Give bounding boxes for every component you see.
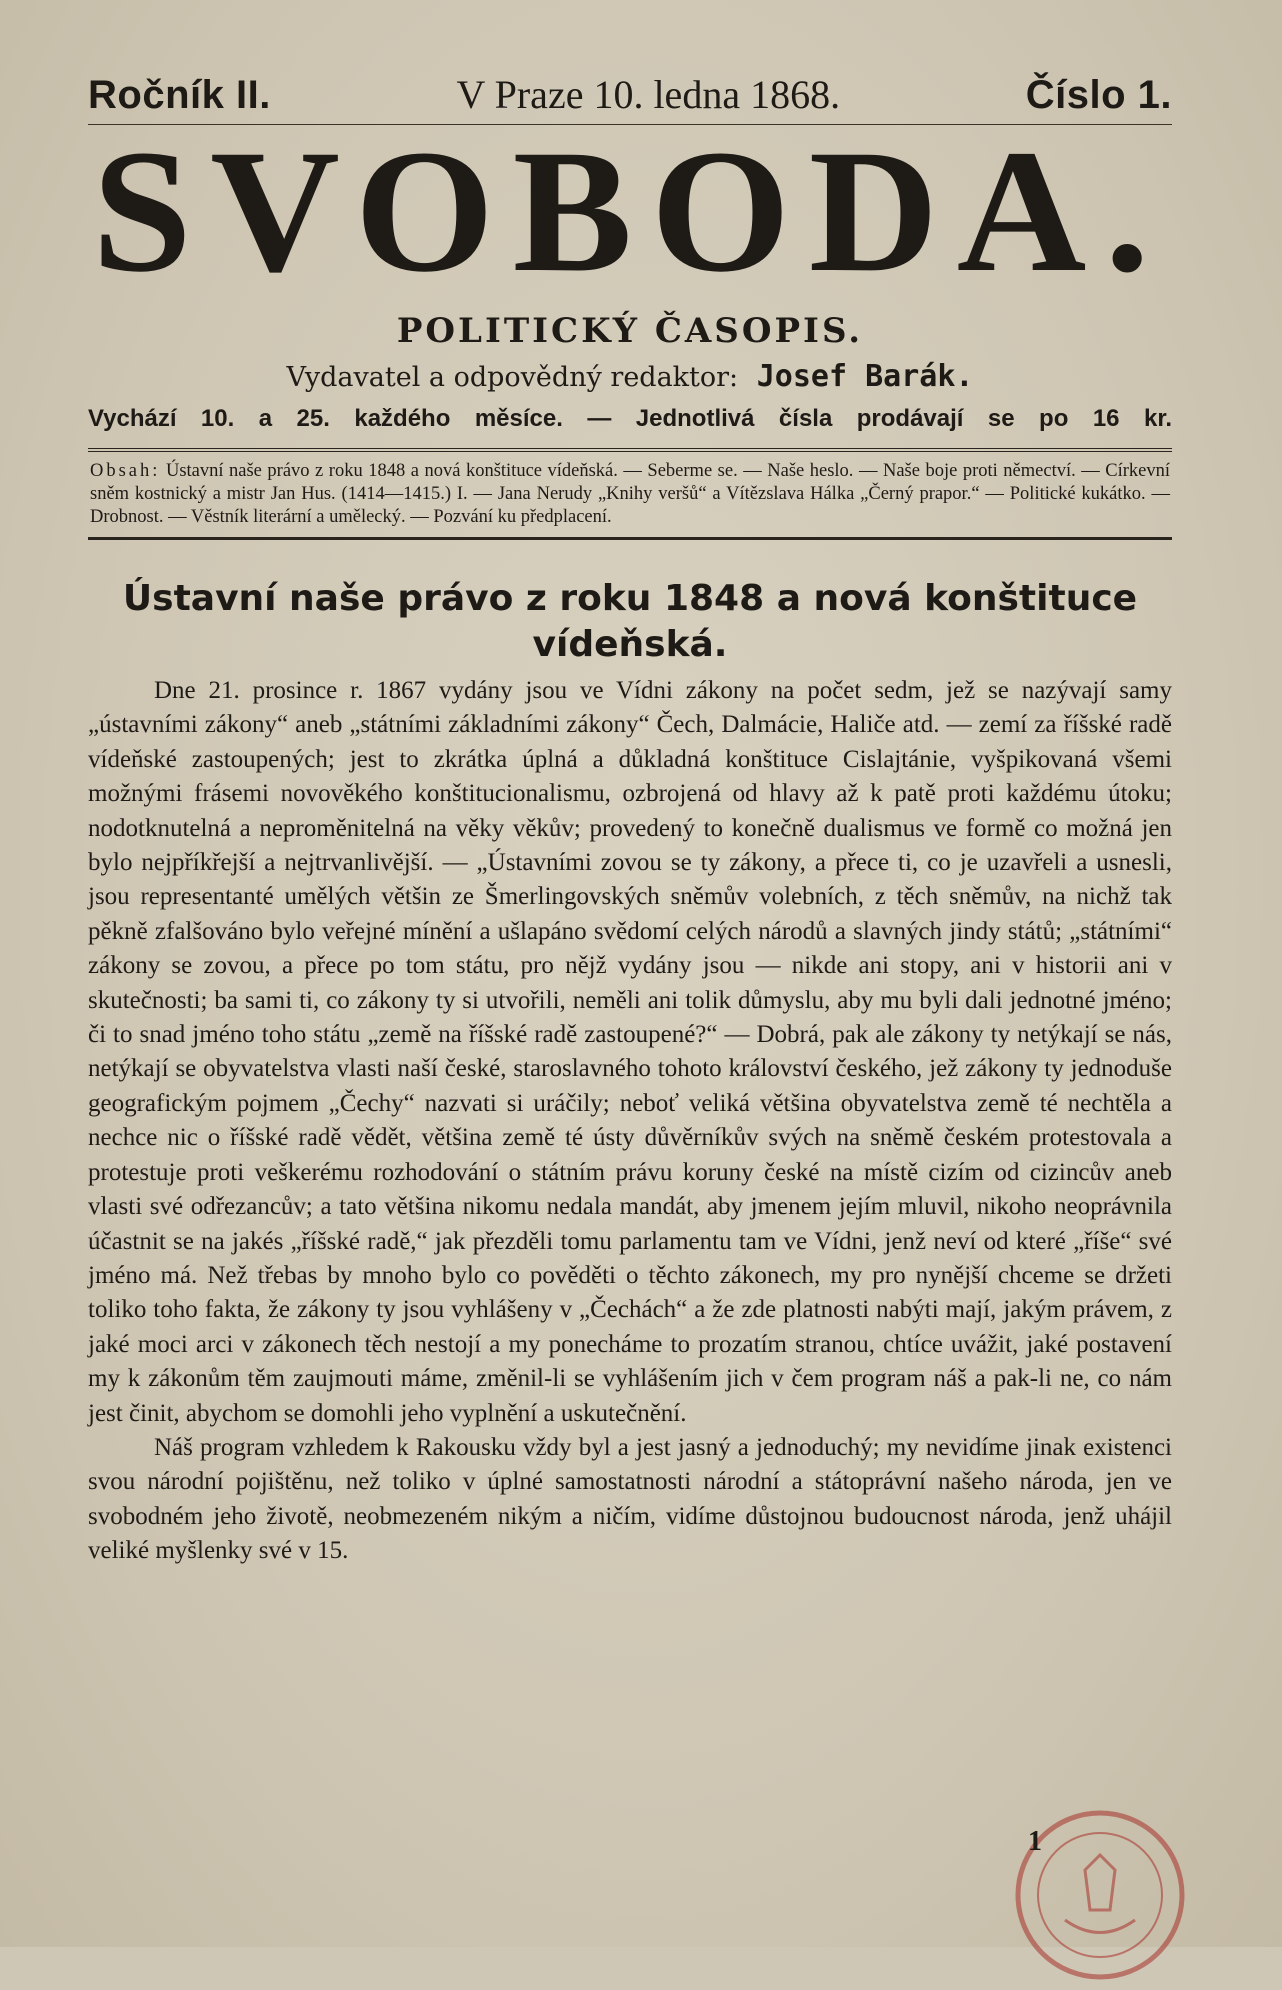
contents-top-rule bbox=[88, 448, 1172, 452]
editor-label: Vydavatel a odpovědný redaktor: bbox=[286, 362, 739, 393]
contents-bottom-rule bbox=[88, 537, 1172, 540]
masthead-title: SVOBODA. bbox=[92, 114, 1168, 309]
volume-number: Ročník II. bbox=[88, 73, 271, 117]
article-paragraph: Dne 21. prosince r. 1867 vydány jsou ve Vídni zákony na počet sedm, jež se nazývají samy „ústavními zákony“ aneb „státními základními zákony“ Čech, Dalmácie, Haliče atd. — zemí za říšské radě vídeňské zastoupených; jest to zkrátka úplná a důkladná konštituce Cislajtánie, vyšpikovaná všemi možnými frásemi novověkého konštitucionalismu, ozbrojená od hlavy až k patě proti každému útoku; nodotknutelná a neproměnitelná na věky věkův; provedený to konečně dualismus ve formě co možná jen bylo nejpříkřejší a nejtrvanlivější. — „Ústavními zovou se ty zákony, a přece ti, co je uzavřeli a usnesli, jsou representanté umělých většin ze Šmerlingovských sněmův volebních, z těch sněmův, na nichž tak pěkně zfalšováno bylo veřejné mínění a ušlapáno svědomí celých národů a slavných jindy států; „státními“ zákony se zovou, a přece po tom státu, pro nějž vydány jsou — nikde ani stopy, ani v historii ani v skutečnosti; ba sami ti, co zákony ty si utvořili, neměli ani tolik důmyslu, aby mu byli dali jednotné jméno; či to snad jméno toho státu „země na říšské radě zastoupené?“ — Dobrá, pak ale zákony ty netýkají se nás, netýkají se obyvatelstva vlasti naší české, staroslavného tohoto království českého, jež zákony ty jednoduše geografickým pojmem „Čechy“ nazvati si uráčily; neboť veliká většina obyvatelstva země té nechtěla a nechce nic o říšské radě vědět, většina země té ústy důvěrníkův svých na sněmě českém protestovala a protestuje proti veškerému rozhodování o státním právu koruny české na místě cizím od cizincův aneb vlasti své odřezancův; a tato většina nikomu nedala mandát, aby jmenem jejím mluvil, nikoho neoprávnila účastnit se na jakés „říšské radě,“ jak přezděli tomu parlamentu tam ve Vídni, jenž neví od které „říše“ své jméno má. Než třebas by mnoho bylo co pověděti o těchto zákonech, my pro nynější chceme se držeti toliko toho fakta, že zákony ty jsou vyhlášeny v „Čechách“ a že zde platnosti nabýti mají, jakým právem, z jaké moci arci v zákonech těch nestojí a my ponecháme to prozatím stranou, chtíce uvážit, jaké postavení my k zákonům těm zaujmouti máme, změnil-li se vyhlášením jich v čem program náš a pak-li ne, co nám jest činit, abychom se domohli jeho vyplnění a uskutečnění. bbox=[88, 677, 1172, 1427]
article-paragraph: Náš program vzhledem k Rakousku vždy byl a jest jasný a jednoduchý; my nevidíme jinak existenci svou národní pojištěnu, než toliko v úplné samostatnosti národní a státoprávní našeho národa, jen ve svobodném jeho životě, neobmezeném nikým a ničím, vidíme důstojnou budoucnost národa, jenž uhájil veliké myšlenky své v 15. bbox=[88, 1433, 1172, 1565]
editor-line bbox=[88, 359, 1172, 396]
masthead-subtitle: POLITICKÝ ČASOPIS. bbox=[396, 311, 864, 351]
issue-number: Číslo 1. bbox=[1025, 73, 1172, 117]
publication-frequency: Vychází 10. a 25. každého měsíce. — Jednotlivá čísla prodávají se po 16 kr. bbox=[88, 405, 1172, 432]
header-line bbox=[88, 72, 1172, 118]
contents-label: Obsah: bbox=[90, 461, 161, 481]
article-headline: Ústavní naše právo z roku 1848 a nová konštituce vídeňská. bbox=[122, 578, 1138, 665]
page-number: 1 bbox=[1028, 1826, 1042, 1857]
editor-name: Josef Barák. bbox=[756, 359, 974, 394]
contents-text: Ústavní naše právo z roku 1848 a nová konštituce vídeňská. — Seberme se. — Naše heslo. — Naše boje proti němectví. — Církevní sněm kostnický a mistr Jan Hus. (1414—1415.) I. — Jana Nerudy „Knihy veršů“ a Vítězslava Hálka „Černý prapor.“ — Politické kukátko. — Drobnost. — Věstník literární a umělecký. — Pozvání ku předplacení. bbox=[90, 461, 1170, 527]
issue-date: V Praze 10. ledna 1868. bbox=[456, 72, 841, 117]
table-of-contents bbox=[88, 460, 1172, 529]
article-body bbox=[88, 674, 1172, 1569]
